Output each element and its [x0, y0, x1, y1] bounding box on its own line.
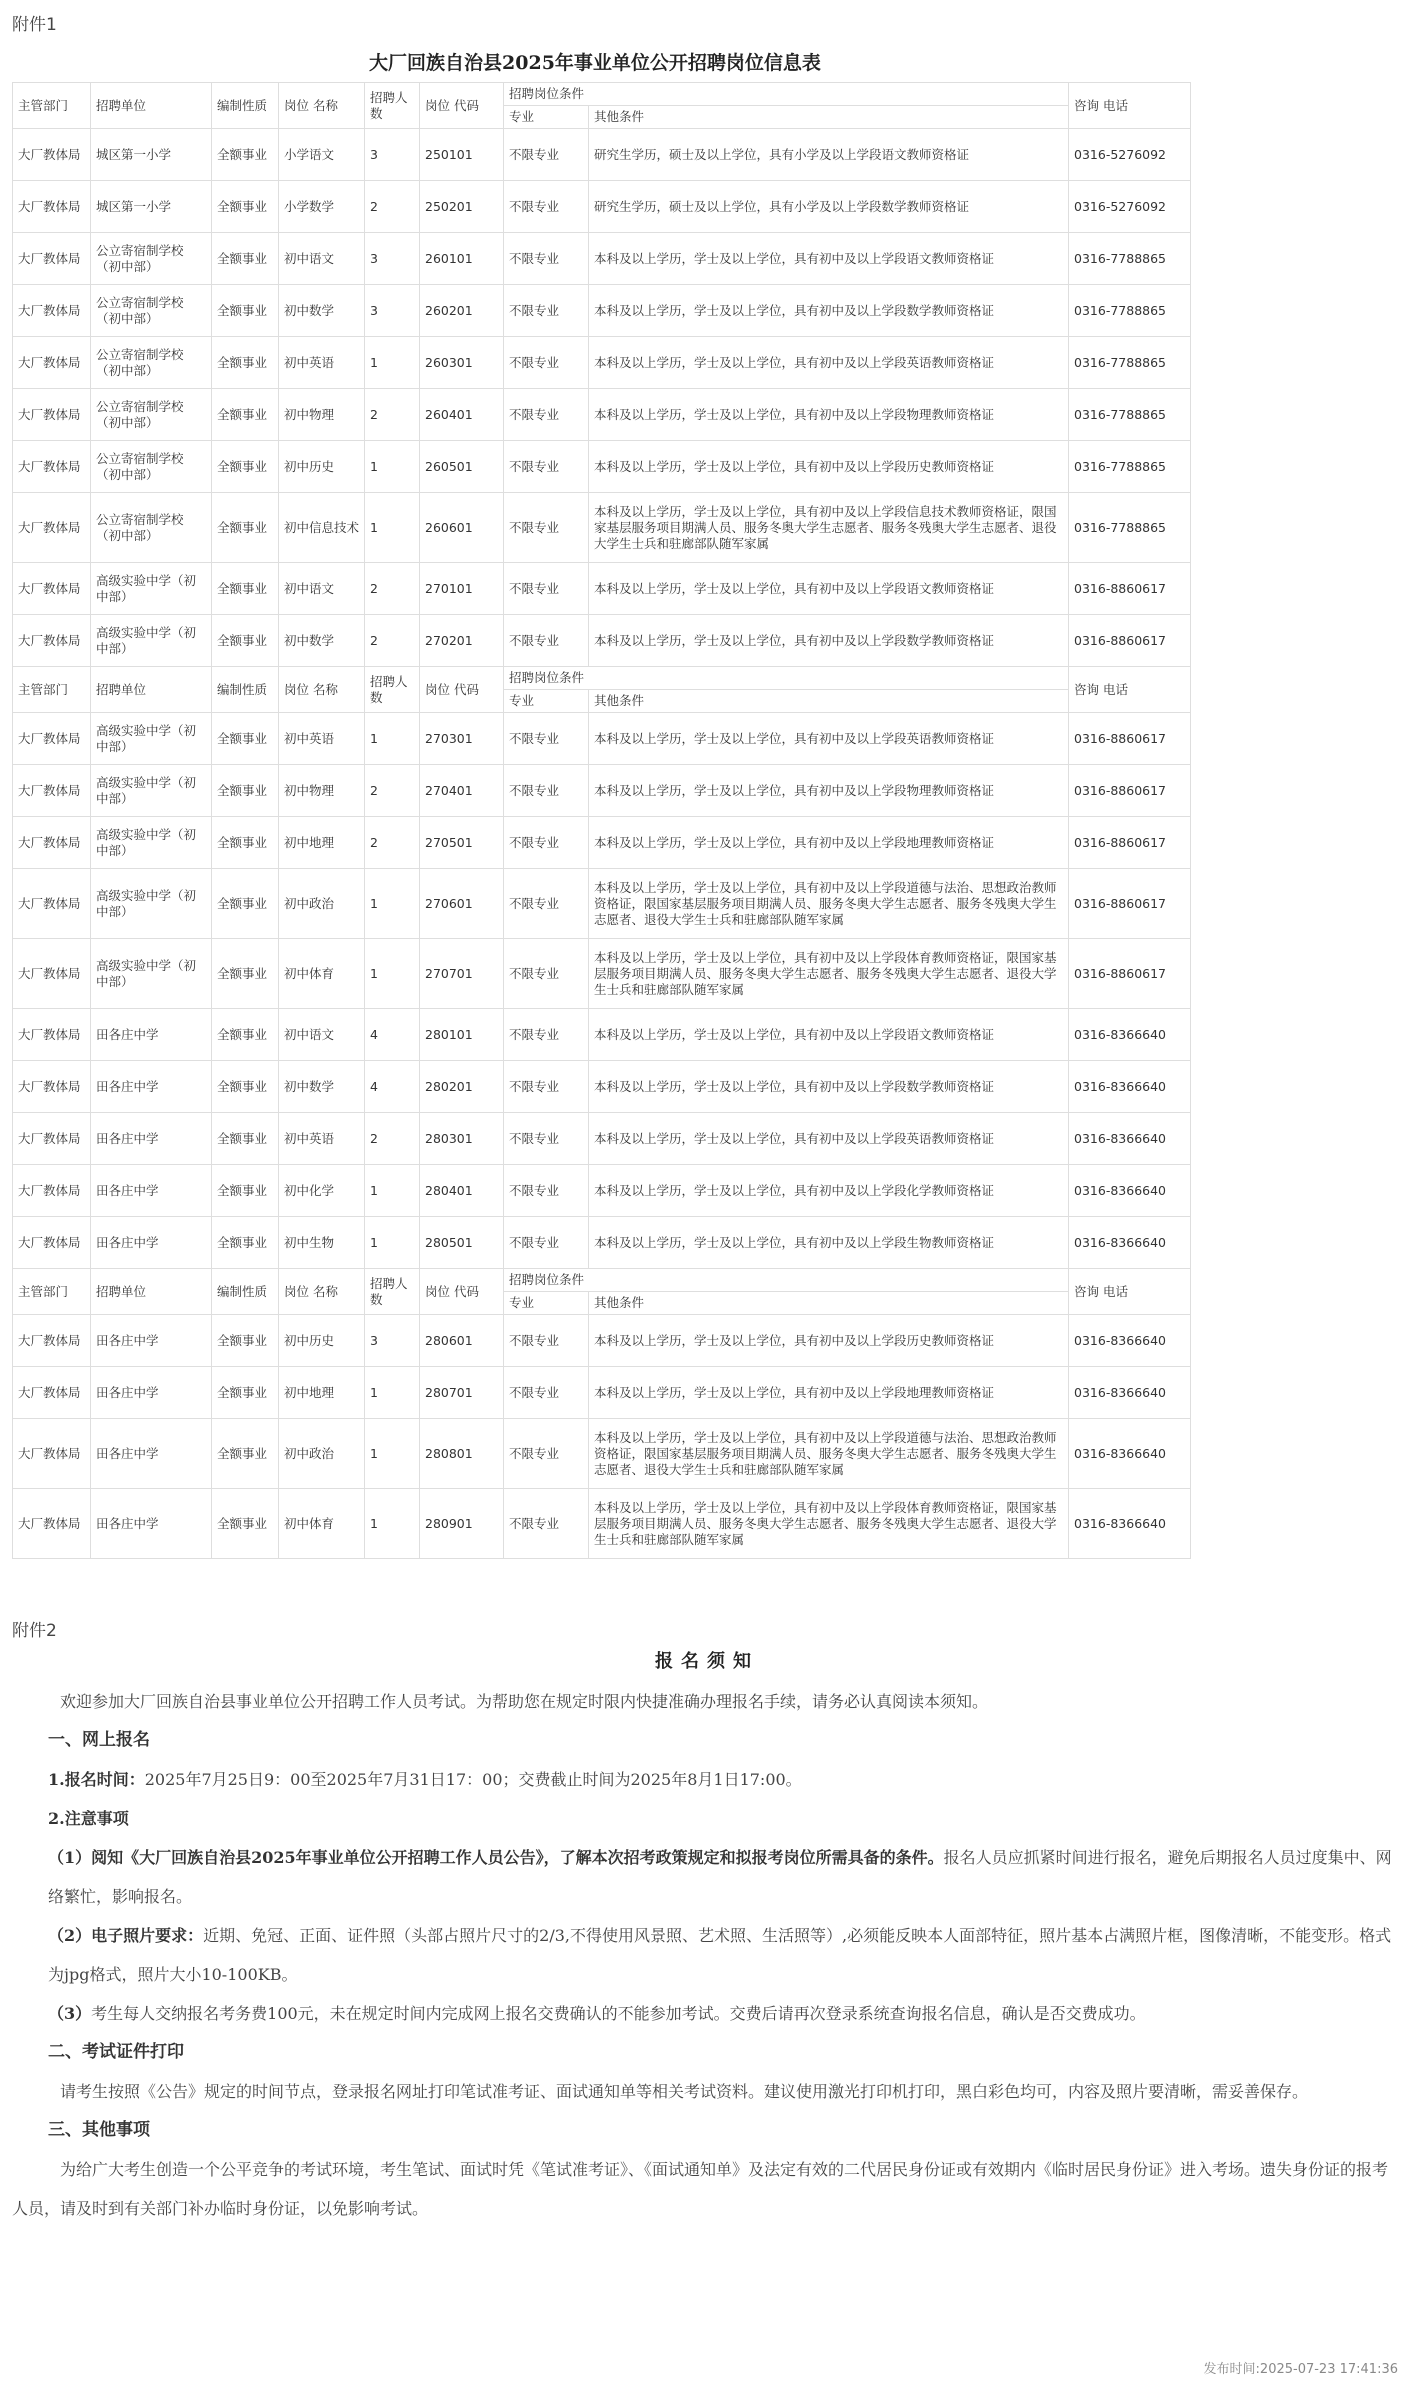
- cell-nature: 全额事业: [212, 285, 279, 337]
- cell-phone: 0316-8860617: [1069, 869, 1191, 939]
- registration-time-label: 1.报名时间：: [48, 1770, 145, 1789]
- header-row: [13, 667, 1191, 690]
- cell-major: 不限专业: [504, 493, 589, 563]
- cell-post: 小学语文: [279, 129, 365, 181]
- cell-major: 不限专业: [504, 817, 589, 869]
- cell-post: 初中历史: [279, 441, 365, 493]
- cell-major: 不限专业: [504, 233, 589, 285]
- cell-major: 不限专业: [504, 1009, 589, 1061]
- cell-count: 2: [365, 1113, 420, 1165]
- cell-major: 不限专业: [504, 1113, 589, 1165]
- cell-count: 2: [365, 765, 420, 817]
- table-row: [13, 337, 1191, 389]
- note-3-text: 考生每人交纳报名考务费100元，未在规定时间内完成网上报名交费确认的不能参加考试。交费后请再次登录系统查询报名信息，确认是否交费成功。: [91, 2004, 1146, 2023]
- cell-unit: 高级实验中学（初中部）: [91, 939, 212, 1009]
- cell-post: 初中历史: [279, 1315, 365, 1367]
- cell-code: 270501: [420, 817, 504, 869]
- cell-other: 本科及以上学历，学士及以上学位，具有初中及以上学段语文教师资格证: [589, 563, 1069, 615]
- table-title: 大厂回族自治县2025年事业单位公开招聘岗位信息表: [369, 52, 821, 74]
- cell-phone: 0316-5276092: [1069, 181, 1191, 233]
- cell-count: 2: [365, 563, 420, 615]
- cell-dept: 大厂教体局: [13, 1367, 91, 1419]
- cell-nature: 全额事业: [212, 1489, 279, 1559]
- cell-other: 本科及以上学历，学士及以上学位，具有初中及以上学段道德与法治、思想政治教师资格证，限国家基层服务项目期满人员、服务冬奥大学生志愿者、服务冬残奥大学生志愿者、退役大学生士兵和驻廊部队随军家属: [589, 1419, 1069, 1489]
- cell-nature: 全额事业: [212, 1009, 279, 1061]
- cell-major: 不限专业: [504, 1061, 589, 1113]
- cell-phone: 0316-8366640: [1069, 1419, 1191, 1489]
- notice-body: [12, 1682, 1398, 2228]
- cell-nature: 全额事业: [212, 869, 279, 939]
- cell-nature: 全额事业: [212, 563, 279, 615]
- notice-title: 报名须知: [655, 1651, 759, 1672]
- section-heading-1: 一、网上报名: [48, 1730, 150, 1750]
- cell-other: 本科及以上学历，学士及以上学位，具有初中及以上学段道德与法治、思想政治教师资格证，限国家基层服务项目期满人员、服务冬奥大学生志愿者、服务冬残奥大学生志愿者、退役大学生士兵和驻廊部队随军家属: [589, 869, 1069, 939]
- cell-major: 不限专业: [504, 615, 589, 667]
- header-count: 招聘人数: [365, 667, 420, 713]
- cell-other: 本科及以上学历，学士及以上学位，具有初中及以上学段信息技术教师资格证，限国家基层服务项目期满人员、服务冬奥大学生志愿者、服务冬残奥大学生志愿者、退役大学生士兵和驻廊部队随军家属: [589, 493, 1069, 563]
- cell-phone: 0316-7788865: [1069, 285, 1191, 337]
- cell-post: 初中生物: [279, 1217, 365, 1269]
- cell-post: 初中物理: [279, 765, 365, 817]
- cell-dept: 大厂教体局: [13, 1217, 91, 1269]
- cell-nature: 全额事业: [212, 1113, 279, 1165]
- header-major: 专业: [504, 106, 589, 129]
- cell-code: 280501: [420, 1217, 504, 1269]
- header-unit: 招聘单位: [91, 1269, 212, 1315]
- cell-post: 初中地理: [279, 1367, 365, 1419]
- cell-unit: 高级实验中学（初中部）: [91, 615, 212, 667]
- cell-dept: 大厂教体局: [13, 1165, 91, 1217]
- cell-count: 1: [365, 1367, 420, 1419]
- cell-count: 2: [365, 181, 420, 233]
- cell-major: 不限专业: [504, 939, 589, 1009]
- cell-major: 不限专业: [504, 563, 589, 615]
- cell-post: 小学数学: [279, 181, 365, 233]
- cell-code: 270101: [420, 563, 504, 615]
- cell-code: 270301: [420, 713, 504, 765]
- header-post: 岗位 名称: [279, 1269, 365, 1315]
- notice-intro: 欢迎参加大厂回族自治县事业单位公开招聘工作人员考试。为帮助您在规定时限内快捷准确办理报名手续，请务必认真阅读本须知。: [60, 1692, 989, 1711]
- cell-major: 不限专业: [504, 765, 589, 817]
- cell-dept: 大厂教体局: [13, 765, 91, 817]
- header-count: 招聘人数: [365, 1269, 420, 1315]
- header-dept: 主管部门: [13, 1269, 91, 1315]
- cell-other: 本科及以上学历，学士及以上学位，具有初中及以上学段数学教师资格证: [589, 615, 1069, 667]
- cell-unit: 高级实验中学（初中部）: [91, 713, 212, 765]
- cell-phone: 0316-8366640: [1069, 1315, 1191, 1367]
- cell-post: 初中数学: [279, 285, 365, 337]
- note-3-bold: （3）: [48, 2004, 92, 2023]
- published-time: 发布时间:2025-07-23 17:41:36: [1203, 2362, 1398, 2377]
- header-major: 专业: [504, 1292, 589, 1315]
- table-row: [13, 441, 1191, 493]
- cell-count: 1: [365, 869, 420, 939]
- table-row: [13, 1419, 1191, 1489]
- attachment1-label: 附件1: [12, 15, 57, 35]
- header-nature: 编制性质: [212, 1269, 279, 1315]
- cell-nature: 全额事业: [212, 181, 279, 233]
- cell-count: 2: [365, 817, 420, 869]
- cell-count: 3: [365, 1315, 420, 1367]
- header-other: 其他条件: [589, 106, 1069, 129]
- cell-dept: 大厂教体局: [13, 1315, 91, 1367]
- cell-phone: 0316-8366640: [1069, 1165, 1191, 1217]
- cell-other: 本科及以上学历，学士及以上学位，具有初中及以上学段地理教师资格证: [589, 817, 1069, 869]
- cell-unit: 高级实验中学（初中部）: [91, 817, 212, 869]
- cell-nature: 全额事业: [212, 337, 279, 389]
- cell-dept: 大厂教体局: [13, 615, 91, 667]
- table-row: [13, 233, 1191, 285]
- table-row: [13, 563, 1191, 615]
- header-row: [13, 1269, 1191, 1292]
- registration-time-text: 2025年7月25日9：00至2025年7月31日17：00；交费截止时间为2025年8月1日17:00。: [144, 1770, 802, 1789]
- cell-unit: 城区第一小学: [91, 129, 212, 181]
- table-row: [13, 765, 1191, 817]
- cell-dept: 大厂教体局: [13, 285, 91, 337]
- cell-major: 不限专业: [504, 1165, 589, 1217]
- cell-phone: 0316-8366640: [1069, 1217, 1191, 1269]
- cell-major: 不限专业: [504, 181, 589, 233]
- header-code: 岗位 代码: [420, 83, 504, 129]
- cell-other: 本科及以上学历，学士及以上学位，具有初中及以上学段语文教师资格证: [589, 1009, 1069, 1061]
- cell-unit: 田各庄中学: [91, 1113, 212, 1165]
- header-major: 专业: [504, 690, 589, 713]
- cell-post: 初中英语: [279, 1113, 365, 1165]
- cell-dept: 大厂教体局: [13, 939, 91, 1009]
- cell-other: 本科及以上学历，学士及以上学位，具有初中及以上学段数学教师资格证: [589, 285, 1069, 337]
- cell-other: 本科及以上学历，学士及以上学位，具有初中及以上学段物理教师资格证: [589, 765, 1069, 817]
- cell-unit: 田各庄中学: [91, 1217, 212, 1269]
- cell-other: 本科及以上学历，学士及以上学位，具有初中及以上学段历史教师资格证: [589, 441, 1069, 493]
- cell-unit: 公立寄宿制学校（初中部）: [91, 441, 212, 493]
- cell-dept: 大厂教体局: [13, 1489, 91, 1559]
- cell-other: 本科及以上学历，学士及以上学位，具有初中及以上学段英语教师资格证: [589, 1113, 1069, 1165]
- cell-code: 280601: [420, 1315, 504, 1367]
- cell-code: 270601: [420, 869, 504, 939]
- cell-phone: 0316-8366640: [1069, 1113, 1191, 1165]
- cell-code: 260101: [420, 233, 504, 285]
- note-3: [12, 1994, 1398, 2033]
- table-row: [13, 939, 1191, 1009]
- cell-other: 本科及以上学历，学士及以上学位，具有初中及以上学段英语教师资格证: [589, 713, 1069, 765]
- cell-major: 不限专业: [504, 285, 589, 337]
- section-heading-3: 三、其他事项: [48, 2120, 150, 2140]
- cell-code: 260601: [420, 493, 504, 563]
- cell-dept: 大厂教体局: [13, 1113, 91, 1165]
- cell-code: 280201: [420, 1061, 504, 1113]
- cell-post: 初中语文: [279, 563, 365, 615]
- cell-count: 1: [365, 441, 420, 493]
- cell-other: 本科及以上学历，学士及以上学位，具有初中及以上学段英语教师资格证: [589, 337, 1069, 389]
- cell-code: 280901: [420, 1489, 504, 1559]
- header-other: 其他条件: [589, 1292, 1069, 1315]
- cell-phone: 0316-7788865: [1069, 493, 1191, 563]
- cell-nature: 全额事业: [212, 939, 279, 1009]
- cell-code: 260501: [420, 441, 504, 493]
- cell-major: 不限专业: [504, 389, 589, 441]
- cell-unit: 田各庄中学: [91, 1315, 212, 1367]
- cell-unit: 田各庄中学: [91, 1419, 212, 1489]
- table-row: [13, 389, 1191, 441]
- section-2-text: 请考生按照《公告》规定的时间节点，登录报名网址打印笔试准考证、面试通知单等相关考试资料。建议使用激光打印机打印，黑白彩色均可，内容及照片要清晰，需妥善保存。: [60, 2082, 1309, 2101]
- cell-code: 280401: [420, 1165, 504, 1217]
- cell-other: 本科及以上学历，学士及以上学位，具有初中及以上学段化学教师资格证: [589, 1165, 1069, 1217]
- cell-nature: 全额事业: [212, 1315, 279, 1367]
- cell-dept: 大厂教体局: [13, 817, 91, 869]
- cell-count: 4: [365, 1009, 420, 1061]
- cell-post: 初中英语: [279, 713, 365, 765]
- cell-dept: 大厂教体局: [13, 233, 91, 285]
- header-unit: 招聘单位: [91, 667, 212, 713]
- cell-unit: 田各庄中学: [91, 1367, 212, 1419]
- table-row: [13, 1367, 1191, 1419]
- cell-major: 不限专业: [504, 441, 589, 493]
- table-row: [13, 1217, 1191, 1269]
- cell-dept: 大厂教体局: [13, 869, 91, 939]
- cell-count: 1: [365, 1165, 420, 1217]
- cell-nature: 全额事业: [212, 389, 279, 441]
- notes-heading: 2.注意事项: [48, 1809, 129, 1828]
- cell-nature: 全额事业: [212, 233, 279, 285]
- table-row: [13, 129, 1191, 181]
- table-row: [13, 1489, 1191, 1559]
- note-1-text: 报名人员应抓紧时间进行报名，避免后期报名人员过度集中、网络繁忙，影响报名。: [48, 1848, 1392, 1906]
- cell-phone: 0316-8366640: [1069, 1009, 1191, 1061]
- cell-dept: 大厂教体局: [13, 493, 91, 563]
- cell-unit: 田各庄中学: [91, 1009, 212, 1061]
- header-other: 其他条件: [589, 690, 1069, 713]
- cell-phone: 0316-8860617: [1069, 563, 1191, 615]
- cell-nature: 全额事业: [212, 129, 279, 181]
- cell-phone: 0316-7788865: [1069, 233, 1191, 285]
- cell-dept: 大厂教体局: [13, 441, 91, 493]
- header-phone: 咨询 电话: [1069, 1269, 1191, 1315]
- table-row: [13, 181, 1191, 233]
- cell-count: 1: [365, 1419, 420, 1489]
- cell-code: 260201: [420, 285, 504, 337]
- header-nature: 编制性质: [212, 83, 279, 129]
- cell-major: 不限专业: [504, 713, 589, 765]
- cell-unit: 公立寄宿制学校（初中部）: [91, 233, 212, 285]
- cell-count: 4: [365, 1061, 420, 1113]
- cell-nature: 全额事业: [212, 1061, 279, 1113]
- cell-nature: 全额事业: [212, 765, 279, 817]
- cell-other: 本科及以上学历，学士及以上学位，具有初中及以上学段历史教师资格证: [589, 1315, 1069, 1367]
- header-nature: 编制性质: [212, 667, 279, 713]
- cell-post: 初中英语: [279, 337, 365, 389]
- cell-dept: 大厂教体局: [13, 337, 91, 389]
- cell-post: 初中体育: [279, 1489, 365, 1559]
- header-code: 岗位 代码: [420, 667, 504, 713]
- table-row: [13, 869, 1191, 939]
- cell-count: 1: [365, 713, 420, 765]
- cell-nature: 全额事业: [212, 1217, 279, 1269]
- note-2: [12, 1916, 1398, 1994]
- cell-unit: 田各庄中学: [91, 1489, 212, 1559]
- cell-count: 2: [365, 615, 420, 667]
- cell-unit: 公立寄宿制学校（初中部）: [91, 389, 212, 441]
- cell-code: 260301: [420, 337, 504, 389]
- header-unit: 招聘单位: [91, 83, 212, 129]
- cell-count: 3: [365, 129, 420, 181]
- cell-phone: 0316-7788865: [1069, 337, 1191, 389]
- cell-post: 初中数学: [279, 615, 365, 667]
- cell-nature: 全额事业: [212, 493, 279, 563]
- cell-post: 初中体育: [279, 939, 365, 1009]
- cell-code: 270701: [420, 939, 504, 1009]
- cell-nature: 全额事业: [212, 615, 279, 667]
- cell-code: 250201: [420, 181, 504, 233]
- cell-dept: 大厂教体局: [13, 563, 91, 615]
- cell-other: 本科及以上学历，学士及以上学位，具有初中及以上学段生物教师资格证: [589, 1217, 1069, 1269]
- header-phone: 咨询 电话: [1069, 667, 1191, 713]
- cell-dept: 大厂教体局: [13, 129, 91, 181]
- cell-major: 不限专业: [504, 1419, 589, 1489]
- cell-count: 3: [365, 285, 420, 337]
- cell-nature: 全额事业: [212, 441, 279, 493]
- cell-unit: 田各庄中学: [91, 1061, 212, 1113]
- note-1-bold: （1）阅知《大厂回族自治县2025年事业单位公开招聘工作人员公告》，了解本次招考政策规定和拟报考岗位所需具备的条件。: [48, 1848, 944, 1867]
- cell-post: 初中语文: [279, 1009, 365, 1061]
- header-code: 岗位 代码: [420, 1269, 504, 1315]
- cell-code: 280101: [420, 1009, 504, 1061]
- cell-unit: 高级实验中学（初中部）: [91, 869, 212, 939]
- cell-dept: 大厂教体局: [13, 1061, 91, 1113]
- table-row: [13, 1165, 1191, 1217]
- cell-dept: 大厂教体局: [13, 713, 91, 765]
- cell-nature: 全额事业: [212, 1419, 279, 1489]
- cell-count: 1: [365, 337, 420, 389]
- cell-post: 初中地理: [279, 817, 365, 869]
- header-conditions: 招聘岗位条件: [504, 1269, 1069, 1292]
- cell-unit: 田各庄中学: [91, 1165, 212, 1217]
- cell-major: 不限专业: [504, 869, 589, 939]
- cell-other: 本科及以上学历，学士及以上学位，具有初中及以上学段数学教师资格证: [589, 1061, 1069, 1113]
- cell-other: 研究生学历，硕士及以上学位，具有小学及以上学段语文教师资格证: [589, 129, 1069, 181]
- cell-post: 初中政治: [279, 869, 365, 939]
- cell-unit: 公立寄宿制学校（初中部）: [91, 285, 212, 337]
- header-conditions: 招聘岗位条件: [504, 667, 1069, 690]
- cell-major: 不限专业: [504, 1489, 589, 1559]
- cell-code: 250101: [420, 129, 504, 181]
- note-1: [12, 1838, 1398, 1916]
- cell-phone: 0316-8366640: [1069, 1367, 1191, 1419]
- cell-post: 初中信息技术: [279, 493, 365, 563]
- table-row: [13, 285, 1191, 337]
- header-dept: 主管部门: [13, 83, 91, 129]
- cell-nature: 全额事业: [212, 817, 279, 869]
- cell-unit: 高级实验中学（初中部）: [91, 563, 212, 615]
- cell-phone: 0316-8860617: [1069, 713, 1191, 765]
- cell-phone: 0316-8860617: [1069, 939, 1191, 1009]
- table-row: [13, 713, 1191, 765]
- cell-code: 280801: [420, 1419, 504, 1489]
- cell-other: 本科及以上学历，学士及以上学位，具有初中及以上学段体育教师资格证，限国家基层服务项目期满人员、服务冬奥大学生志愿者、服务冬残奥大学生志愿者、退役大学生士兵和驻廊部队随军家属: [589, 939, 1069, 1009]
- table-row: [13, 615, 1191, 667]
- cell-phone: 0316-8860617: [1069, 817, 1191, 869]
- table-row: [13, 1315, 1191, 1367]
- cell-major: 不限专业: [504, 1315, 589, 1367]
- cell-post: 初中化学: [279, 1165, 365, 1217]
- cell-phone: 0316-8860617: [1069, 615, 1191, 667]
- cell-count: 1: [365, 493, 420, 563]
- recruitment-table: [12, 82, 1191, 1559]
- table-row: [13, 1061, 1191, 1113]
- registration-time: [12, 1760, 1398, 1799]
- cell-code: 280301: [420, 1113, 504, 1165]
- cell-unit: 高级实验中学（初中部）: [91, 765, 212, 817]
- cell-code: 270201: [420, 615, 504, 667]
- cell-major: 不限专业: [504, 129, 589, 181]
- header-phone: 咨询 电话: [1069, 83, 1191, 129]
- section-heading-2: 二、考试证件打印: [48, 2042, 184, 2062]
- cell-major: 不限专业: [504, 1367, 589, 1419]
- note-2-text: 近期、免冠、正面、证件照（头部占照片尺寸的2/3,不得使用风景照、艺术照、生活照等）,必须能反映本人面部特征，照片基本占满照片框，图像清晰，不能变形。格式为jpg格式，照片大小10-100KB。: [48, 1926, 1392, 1984]
- cell-dept: 大厂教体局: [13, 181, 91, 233]
- cell-post: 初中物理: [279, 389, 365, 441]
- attachment2-label: 附件2: [12, 1621, 57, 1641]
- cell-count: 1: [365, 1489, 420, 1559]
- cell-count: 1: [365, 1217, 420, 1269]
- cell-dept: 大厂教体局: [13, 389, 91, 441]
- section-3-text: 为给广大考生创造一个公平竞争的考试环境，考生笔试、面试时凭《笔试准考证》、《面试通知单》及法定有效的二代居民身份证或有效期内《临时居民身份证》进入考场。遗失身份证的报考人员，请及时到有关部门补办临时身份证，以免影响考试。: [12, 2160, 1389, 2218]
- cell-unit: 公立寄宿制学校（初中部）: [91, 493, 212, 563]
- header-conditions: 招聘岗位条件: [504, 83, 1069, 106]
- header-count: 招聘人数: [365, 83, 420, 129]
- cell-unit: 公立寄宿制学校（初中部）: [91, 337, 212, 389]
- cell-dept: 大厂教体局: [13, 1009, 91, 1061]
- cell-phone: 0316-7788865: [1069, 441, 1191, 493]
- cell-unit: 城区第一小学: [91, 181, 212, 233]
- header-post: 岗位 名称: [279, 667, 365, 713]
- cell-post: 初中数学: [279, 1061, 365, 1113]
- cell-code: 270401: [420, 765, 504, 817]
- cell-phone: 0316-7788865: [1069, 389, 1191, 441]
- cell-nature: 全额事业: [212, 713, 279, 765]
- cell-phone: 0316-8366640: [1069, 1061, 1191, 1113]
- cell-other: 本科及以上学历，学士及以上学位，具有初中及以上学段物理教师资格证: [589, 389, 1069, 441]
- cell-dept: 大厂教体局: [13, 1419, 91, 1489]
- cell-count: 3: [365, 233, 420, 285]
- cell-phone: 0316-5276092: [1069, 129, 1191, 181]
- cell-other: 研究生学历，硕士及以上学位，具有小学及以上学段数学教师资格证: [589, 181, 1069, 233]
- header-post: 岗位 名称: [279, 83, 365, 129]
- cell-code: 260401: [420, 389, 504, 441]
- cell-post: 初中政治: [279, 1419, 365, 1489]
- cell-other: 本科及以上学历，学士及以上学位，具有初中及以上学段语文教师资格证: [589, 233, 1069, 285]
- cell-other: 本科及以上学历，学士及以上学位，具有初中及以上学段体育教师资格证，限国家基层服务项目期满人员、服务冬奥大学生志愿者、服务冬残奥大学生志愿者、退役大学生士兵和驻廊部队随军家属: [589, 1489, 1069, 1559]
- cell-other: 本科及以上学历，学士及以上学位，具有初中及以上学段地理教师资格证: [589, 1367, 1069, 1419]
- table-row: [13, 1113, 1191, 1165]
- header-row: [13, 83, 1191, 106]
- cell-phone: 0316-8366640: [1069, 1489, 1191, 1559]
- cell-major: 不限专业: [504, 337, 589, 389]
- header-dept: 主管部门: [13, 667, 91, 713]
- cell-nature: 全额事业: [212, 1165, 279, 1217]
- cell-count: 1: [365, 939, 420, 1009]
- table-row: [13, 493, 1191, 563]
- cell-phone: 0316-8860617: [1069, 765, 1191, 817]
- cell-count: 2: [365, 389, 420, 441]
- note-2-bold: （2）电子照片要求：: [48, 1926, 204, 1945]
- cell-code: 280701: [420, 1367, 504, 1419]
- cell-major: 不限专业: [504, 1217, 589, 1269]
- cell-post: 初中语文: [279, 233, 365, 285]
- table-row: [13, 1009, 1191, 1061]
- table-row: [13, 817, 1191, 869]
- cell-nature: 全额事业: [212, 1367, 279, 1419]
